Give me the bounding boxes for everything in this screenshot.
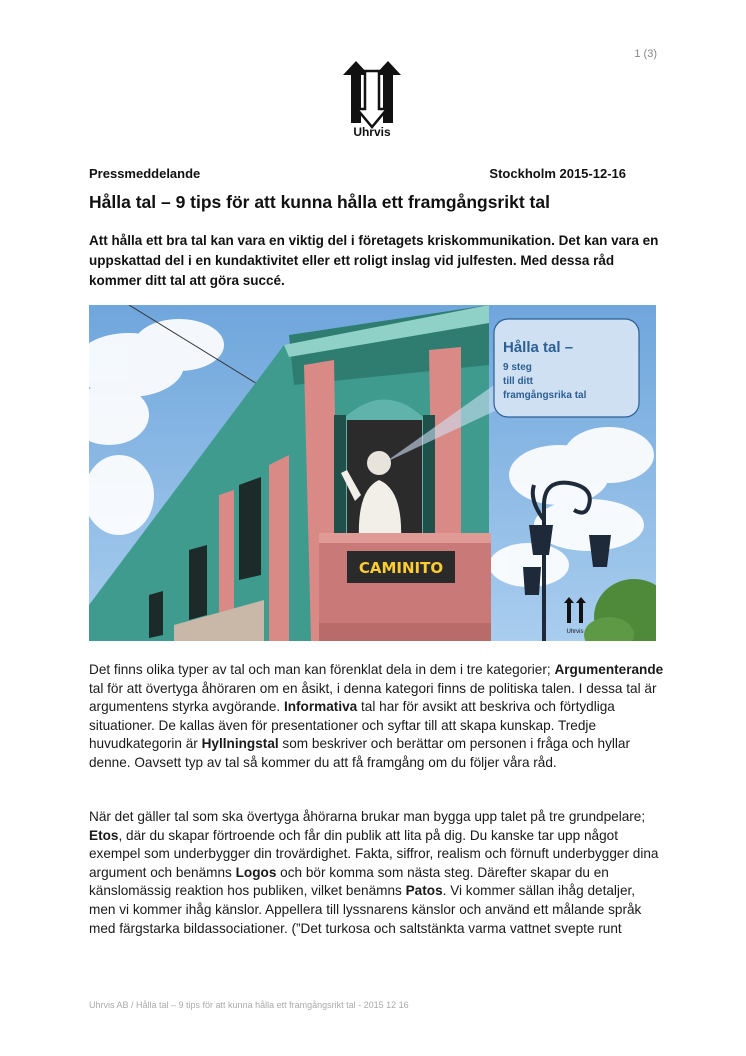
text-run: och bör komma som nästa steg. Därefter skapar du en känslomässig reaktion hos publiken, vilket benämns (89, 864, 609, 899)
text-run: , där du skapar förtroende och får din publik att lita på dig. Du kanske tar upp något exempel som underbygger din trovärdighet. Fakta, siffror, realism och förnuft underbygger dina argument och benämns (89, 827, 659, 880)
watermark-text: Uhrvis (566, 629, 584, 635)
document-type: Pressmeddelande (89, 166, 201, 181)
text-run: När det gäller tal som ska övertyga åhörarna brukar man bygga upp talet på tre grundpelare; (89, 809, 646, 824)
text-run: tal för att övertyga åhöraren om en åsikt, i denna kategori finns de politiska talen. I dessa tal är argumentens styrka avgörande. (89, 680, 657, 715)
bold-term: Hyllningstal (201, 736, 279, 752)
bold-term: Informativa (283, 699, 358, 715)
text-run: . Vi kommer sällan ihåg detaljer, men vi kommer ihåg känslor. Appellera till lyssnarens känslor och använd ett målande språk med färgstarka bildassociationer. (”Det turkosa och saltstänkta varma vattnet svepte runt (89, 883, 642, 936)
page-number: 1 (3) (634, 48, 657, 60)
hero-image (89, 305, 656, 641)
lead-paragraph: Att hålla ett bra tal kan vara en viktig del i företagets kriskommunikation. Det kan vara en uppskattad del i en kundaktivitet eller ett roligt inslag vid julfesten. Med dessa råd kommer ditt tal att göra succé. (89, 233, 659, 288)
bold-term: Patos (405, 883, 443, 899)
body-paragraph-1 (89, 661, 664, 773)
bold-term: Logos (235, 864, 277, 880)
sign-text: CAMINITO (358, 559, 444, 577)
bubble-line-2: till ditt (503, 376, 533, 387)
page-title: Hålla tal – 9 tips för att kunna hålla ett framgångsrikt tal (89, 192, 550, 212)
text-run: Det finns olika typer av tal och man kan förenklat dela in dem i tre kategorier; (89, 662, 555, 677)
text-run: som beskriver och berättar om personen i fråga och hyllar denne. Oavsett typ av tal så kommer du att få framgång om du följer våra råd. (89, 736, 630, 770)
bold-term: Etos (89, 827, 119, 843)
bubble-line-1: 9 steg (503, 362, 532, 373)
page-footer: Uhrvis AB / Hålla tal – 9 tips för att kunna hålla ett framgångsrikt tal - 2015 12 16 (89, 1000, 409, 1010)
bubble-line-3: framgångsrika tal (503, 390, 587, 401)
body-paragraph-2 (89, 808, 664, 938)
place-date: Stockholm 2015-12-16 (489, 166, 626, 181)
bubble-title: Hålla tal – (503, 339, 574, 356)
text-run: tal har för avsikt att beskriva och förtydliga situationer. De kallas även för presentationer och syftar till att skapa kunskap. Tredje huvudkategorin är (89, 699, 615, 752)
bold-term: Argumenterande (554, 662, 664, 677)
logo-text: Uhrvis (353, 125, 391, 139)
